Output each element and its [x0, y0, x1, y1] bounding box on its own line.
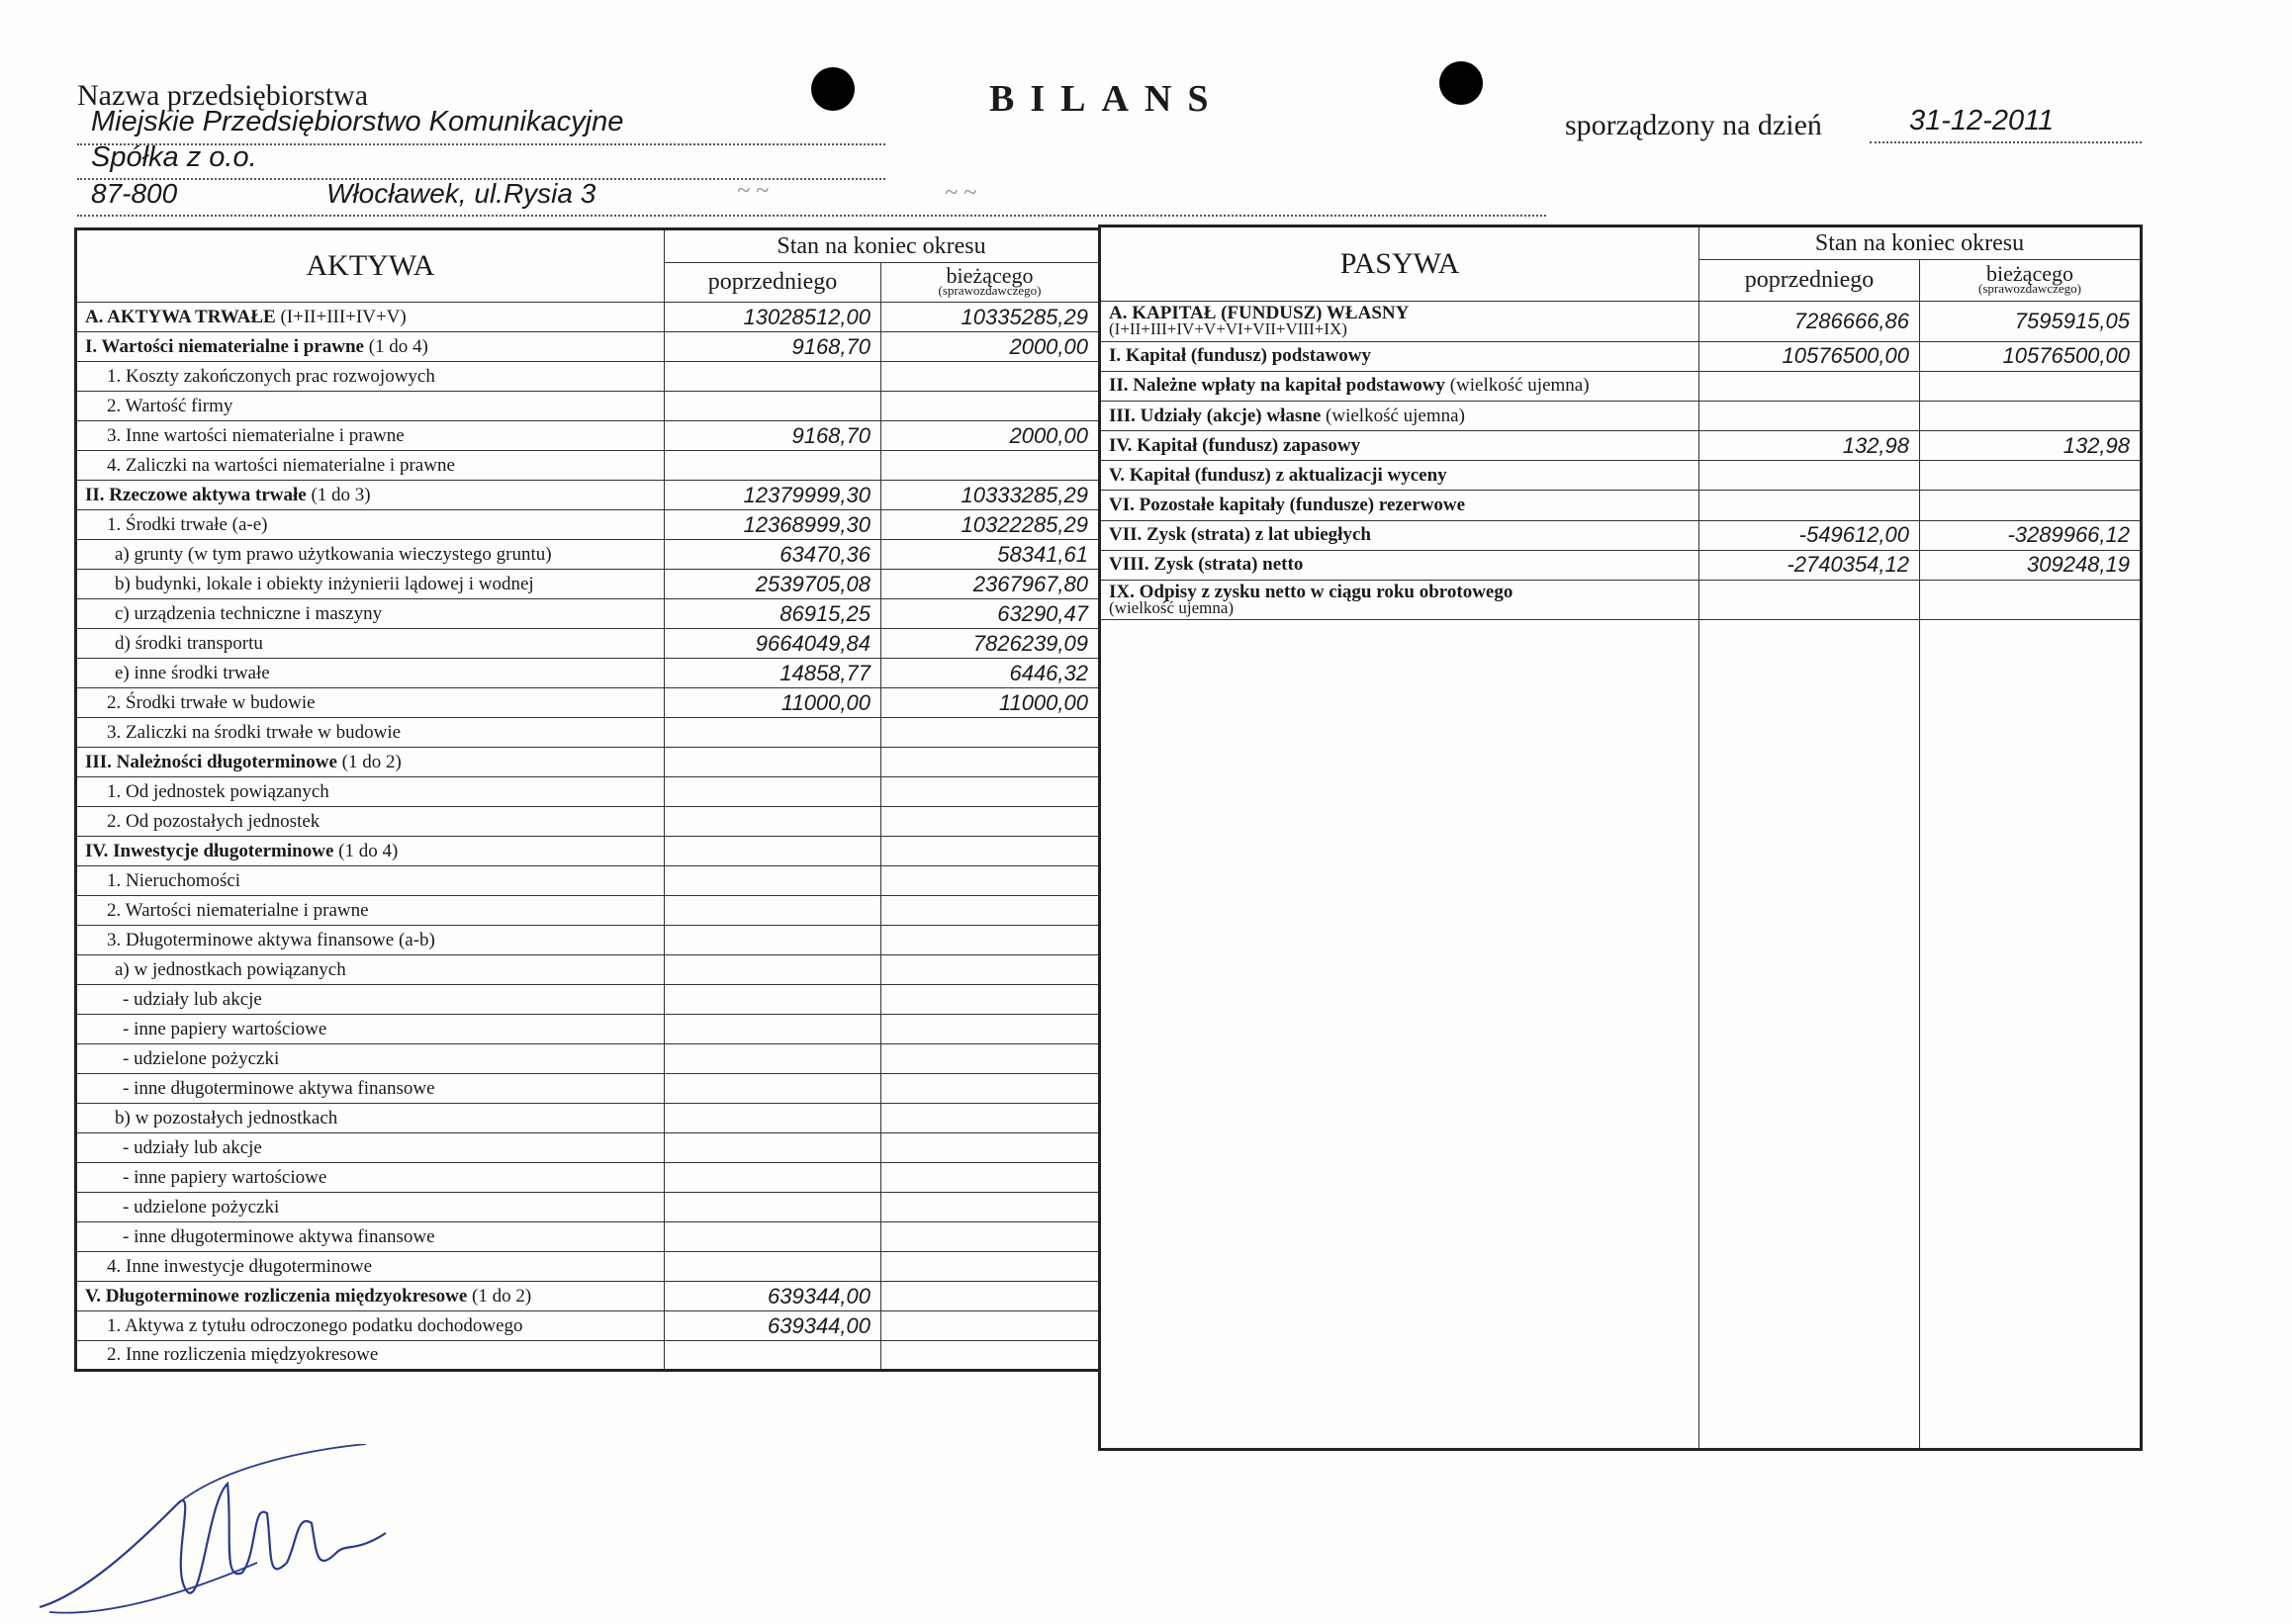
document-title: BILANS	[989, 78, 1225, 120]
aktywa-row-label: 3. Długoterminowe aktywa finansowe (a-b)	[76, 926, 665, 955]
aktywa-row	[76, 392, 1100, 421]
pasywa-row-label: III. Udziały (akcje) własne (wielkość ujemna)	[1100, 401, 1699, 430]
aktywa-col-prev: poprzedniego	[665, 263, 881, 303]
aktywa-table	[74, 227, 1101, 1372]
punch-hole-right	[1439, 61, 1483, 105]
pasywa-value-prev: 10576500,00	[1699, 341, 1920, 371]
aktywa-value-curr	[881, 896, 1100, 926]
pasywa-row	[1100, 431, 2142, 461]
aktywa-value-prev: 86915,25	[665, 599, 881, 629]
aktywa-value-prev: 9168,70	[665, 421, 881, 451]
aktywa-row-label: c) urządzenia techniczne i maszyny	[76, 599, 665, 629]
city-street: Włocławek, ul.Rysia 3	[326, 178, 596, 209]
pasywa-value-curr	[1920, 461, 2142, 491]
pasywa-value-prev	[1699, 371, 1920, 401]
pasywa-value-curr: 132,98	[1920, 431, 2142, 461]
pasywa-row	[1100, 491, 2142, 520]
aktywa-value-prev	[665, 866, 881, 896]
aktywa-value-curr	[881, 1193, 1100, 1222]
aktywa-row	[76, 540, 1100, 570]
aktywa-row-label: 1. Od jednostek powiązanych	[76, 777, 665, 807]
aktywa-value-prev	[665, 1133, 881, 1163]
aktywa-row-label: 2. Od pozostałych jednostek	[76, 807, 665, 837]
aktywa-row-label: e) inne środki trwałe	[76, 659, 665, 688]
aktywa-col-curr-label: bieżącego	[946, 263, 1034, 288]
aktywa-row	[76, 303, 1100, 332]
pasywa-row-label: I. Kapitał (fundusz) podstawowy	[1100, 341, 1699, 371]
aktywa-row	[76, 807, 1100, 837]
aktywa-value-prev	[665, 1222, 881, 1252]
signature	[30, 1444, 406, 1622]
aktywa-row-label: - udzielone pożyczki	[76, 1193, 665, 1222]
pasywa-row-label: V. Kapitał (fundusz) z aktualizacji wyceny	[1100, 461, 1699, 491]
date-label: sporządzony na dzień	[1565, 109, 1822, 141]
pasywa-value-prev: -549612,00	[1699, 520, 1920, 550]
pasywa-row	[1100, 550, 2142, 580]
aktywa-row	[76, 777, 1100, 807]
aktywa-value-curr	[881, 1222, 1100, 1252]
aktywa-row-label: 3. Zaliczki na środki trwałe w budowie	[76, 718, 665, 748]
aktywa-col-curr	[881, 263, 1100, 303]
aktywa-rows	[76, 303, 1100, 1371]
aktywa-value-prev	[665, 362, 881, 392]
aktywa-row	[76, 481, 1100, 510]
aktywa-row-label: 4. Zaliczki na wartości niematerialne i prawne	[76, 451, 665, 481]
aktywa-period-header: Stan na koniec okresu	[665, 229, 1100, 263]
aktywa-value-curr: 6446,32	[881, 659, 1100, 688]
aktywa-value-curr: 10322285,29	[881, 510, 1100, 540]
aktywa-row	[76, 1341, 1100, 1371]
aktywa-row-label: d) środki transportu	[76, 629, 665, 659]
aktywa-value-prev	[665, 1252, 881, 1282]
pasywa-empty-space	[1100, 620, 2142, 1450]
aktywa-row	[76, 1163, 1100, 1193]
pasywa-row	[1100, 461, 2142, 491]
aktywa-row-label: - inne długoterminowe aktywa finansowe	[76, 1074, 665, 1104]
aktywa-row-label: V. Długoterminowe rozliczenia międzyokresowe (1 do 2)	[76, 1282, 665, 1311]
aktywa-row-label: 1. Nieruchomości	[76, 866, 665, 896]
aktywa-row	[76, 599, 1100, 629]
aktywa-value-curr	[881, 392, 1100, 421]
pasywa-row-label: IX. Odpisy z zysku netto w ciągu roku obrotowego (wielkość ujemna)	[1100, 580, 1699, 619]
pasywa-empty-cell	[1699, 620, 1920, 1450]
aktywa-value-prev	[665, 1193, 881, 1222]
aktywa-row-label: 2. Wartości niematerialne i prawne	[76, 896, 665, 926]
aktywa-row-label: - udziały lub akcje	[76, 985, 665, 1015]
aktywa-col-curr-note: (sprawozdawczego)	[938, 283, 1042, 298]
aktywa-row	[76, 451, 1100, 481]
pasywa-value-curr	[1920, 401, 2142, 430]
aktywa-value-curr	[881, 1074, 1100, 1104]
aktywa-row-label: 3. Inne wartości niematerialne i prawne	[76, 421, 665, 451]
company-label: Nazwa przedsiębiorstwa	[77, 79, 369, 112]
aktywa-row	[76, 688, 1100, 718]
aktywa-value-prev	[665, 1104, 881, 1133]
punch-hole-left	[811, 67, 855, 111]
aktywa-value-prev: 9664049,84	[665, 629, 881, 659]
dotted-line	[77, 215, 1546, 217]
aktywa-row-label: 1. Aktywa z tytułu odroczonego podatku dochodowego	[76, 1311, 665, 1341]
aktywa-row	[76, 1193, 1100, 1222]
pasywa-value-curr	[1920, 371, 2142, 401]
pasywa-row	[1100, 580, 2142, 619]
aktywa-row	[76, 866, 1100, 896]
aktywa-row-label: 2. Wartość firmy	[76, 392, 665, 421]
aktywa-value-curr	[881, 985, 1100, 1015]
aktywa-row	[76, 510, 1100, 540]
aktywa-row	[76, 1282, 1100, 1311]
aktywa-row	[76, 332, 1100, 362]
aktywa-row	[76, 570, 1100, 599]
postal-code: 87-800	[91, 178, 178, 209]
aktywa-row-label: - udziały lub akcje	[76, 1133, 665, 1163]
aktywa-row	[76, 659, 1100, 688]
aktywa-row-label: - inne papiery wartościowe	[76, 1163, 665, 1193]
pasywa-value-prev: 7286666,86	[1699, 302, 1920, 341]
aktywa-value-curr	[881, 837, 1100, 866]
pencil-mark: ~ ~	[737, 178, 769, 204]
aktywa-row	[76, 837, 1100, 866]
pasywa-value-prev	[1699, 461, 1920, 491]
aktywa-value-prev: 639344,00	[665, 1282, 881, 1311]
aktywa-row-label: III. Należności długoterminowe (1 do 2)	[76, 748, 665, 777]
aktywa-value-prev	[665, 1341, 881, 1371]
aktywa-value-curr: 58341,61	[881, 540, 1100, 570]
pasywa-title: PASYWA	[1100, 226, 1699, 302]
aktywa-value-curr: 2000,00	[881, 332, 1100, 362]
aktywa-value-prev	[665, 451, 881, 481]
aktywa-value-curr	[881, 1015, 1100, 1044]
aktywa-row-label: - inne papiery wartościowe	[76, 1015, 665, 1044]
pasywa-col-curr-note: (sprawozdawczego)	[1978, 281, 2081, 297]
aktywa-value-prev: 14858,77	[665, 659, 881, 688]
aktywa-row	[76, 748, 1100, 777]
pasywa-value-prev	[1699, 491, 1920, 520]
aktywa-value-prev: 9168,70	[665, 332, 881, 362]
pasywa-row	[1100, 520, 2142, 550]
pasywa-row-label: II. Należne wpłaty na kapitał podstawowy (wielkość ujemna)	[1100, 371, 1699, 401]
aktywa-value-curr	[881, 718, 1100, 748]
aktywa-value-prev	[665, 718, 881, 748]
aktywa-row	[76, 629, 1100, 659]
pasywa-row	[1100, 371, 2142, 401]
aktywa-value-prev	[665, 777, 881, 807]
aktywa-row	[76, 955, 1100, 985]
aktywa-value-prev	[665, 1163, 881, 1193]
pasywa-value-curr: -3289966,12	[1920, 520, 2142, 550]
pasywa-value-curr	[1920, 580, 2142, 619]
aktywa-value-curr	[881, 1104, 1100, 1133]
aktywa-row	[76, 1015, 1100, 1044]
aktywa-value-prev: 11000,00	[665, 688, 881, 718]
aktywa-row	[76, 1104, 1100, 1133]
aktywa-value-prev	[665, 748, 881, 777]
pasywa-table	[1098, 225, 2143, 1451]
aktywa-value-prev	[665, 926, 881, 955]
aktywa-value-curr	[881, 1133, 1100, 1163]
aktywa-value-prev: 2539705,08	[665, 570, 881, 599]
aktywa-value-prev	[665, 392, 881, 421]
aktywa-row-label: a) grunty (w tym prawo użytkowania wieczystego gruntu)	[76, 540, 665, 570]
pasywa-value-prev: -2740354,12	[1699, 550, 1920, 580]
aktywa-value-curr	[881, 926, 1100, 955]
aktywa-row-label: a) w jednostkach powiązanych	[76, 955, 665, 985]
aktywa-value-curr	[881, 866, 1100, 896]
aktywa-value-prev: 13028512,00	[665, 303, 881, 332]
aktywa-row-label: - udzielone pożyczki	[76, 1044, 665, 1074]
aktywa-value-prev	[665, 1044, 881, 1074]
aktywa-row-label: IV. Inwestycje długoterminowe (1 do 4)	[76, 837, 665, 866]
aktywa-title: AKTYWA	[76, 229, 665, 303]
aktywa-value-curr: 7826239,09	[881, 629, 1100, 659]
aktywa-value-prev	[665, 837, 881, 866]
aktywa-row	[76, 1222, 1100, 1252]
aktywa-row-label: 2. Środki trwałe w budowie	[76, 688, 665, 718]
aktywa-row	[76, 718, 1100, 748]
report-date: 31-12-2011	[1909, 105, 2055, 136]
aktywa-value-prev	[665, 985, 881, 1015]
aktywa-row	[76, 421, 1100, 451]
aktywa-value-prev: 12379999,30	[665, 481, 881, 510]
aktywa-row	[76, 1044, 1100, 1074]
aktywa-row-label: II. Rzeczowe aktywa trwałe (1 do 3)	[76, 481, 665, 510]
aktywa-value-curr: 2000,00	[881, 421, 1100, 451]
pasywa-period-header: Stan na koniec okresu	[1699, 226, 2142, 260]
pasywa-row-label: VII. Zysk (strata) z lat ubiegłych	[1100, 520, 1699, 550]
aktywa-value-curr	[881, 1163, 1100, 1193]
aktywa-value-curr: 2367967,80	[881, 570, 1100, 599]
aktywa-row-label: 2. Inne rozliczenia międzyokresowe	[76, 1341, 665, 1371]
aktywa-row-label: I. Wartości niematerialne i prawne (1 do 4)	[76, 332, 665, 362]
pasywa-row-label: IV. Kapitał (fundusz) zapasowy	[1100, 431, 1699, 461]
aktywa-value-curr: 10333285,29	[881, 481, 1100, 510]
aktywa-value-prev	[665, 807, 881, 837]
aktywa-value-curr	[881, 1252, 1100, 1282]
dotted-line	[1870, 141, 2142, 143]
pasywa-value-curr: 10576500,00	[1920, 341, 2142, 371]
pasywa-value-prev	[1699, 401, 1920, 430]
pasywa-row-label: VIII. Zysk (strata) netto	[1100, 550, 1699, 580]
pasywa-value-curr: 309248,19	[1920, 550, 2142, 580]
aktywa-row	[76, 896, 1100, 926]
aktywa-value-curr	[881, 1282, 1100, 1311]
pasywa-value-prev: 132,98	[1699, 431, 1920, 461]
aktywa-row-label: - inne długoterminowe aktywa finansowe	[76, 1222, 665, 1252]
aktywa-row	[76, 985, 1100, 1015]
aktywa-row-label: 4. Inne inwestycje długoterminowe	[76, 1252, 665, 1282]
pasywa-value-curr: 7595915,05	[1920, 302, 2142, 341]
aktywa-row	[76, 362, 1100, 392]
pencil-mark: ~ ~	[945, 180, 976, 206]
aktywa-row-label: 1. Koszty zakończonych prac rozwojowych	[76, 362, 665, 392]
pasywa-row	[1100, 401, 2142, 430]
pasywa-row-label: VI. Pozostałe kapitały (fundusze) rezerwowe	[1100, 491, 1699, 520]
aktywa-row	[76, 1133, 1100, 1163]
aktywa-row-label: 1. Środki trwałe (a-e)	[76, 510, 665, 540]
aktywa-value-curr	[881, 1311, 1100, 1341]
pasywa-col-curr-label: bieżącego	[1986, 261, 2073, 287]
aktywa-value-curr	[881, 362, 1100, 392]
aktywa-row	[76, 1311, 1100, 1341]
aktywa-value-curr	[881, 807, 1100, 837]
pasywa-empty-cell	[1920, 620, 2142, 1450]
aktywa-value-curr	[881, 748, 1100, 777]
aktywa-value-prev: 639344,00	[665, 1311, 881, 1341]
aktywa-value-curr	[881, 451, 1100, 481]
aktywa-row	[76, 1252, 1100, 1282]
aktywa-value-prev: 12368999,30	[665, 510, 881, 540]
aktywa-value-curr: 10335285,29	[881, 303, 1100, 332]
pasywa-col-curr	[1920, 260, 2142, 302]
aktywa-row-label: b) budynki, lokale i obiekty inżynierii lądowej i wodnej	[76, 570, 665, 599]
aktywa-value-curr	[881, 955, 1100, 985]
aktywa-value-prev: 63470,36	[665, 540, 881, 570]
pasywa-rows	[1100, 302, 2142, 1450]
aktywa-row-label: b) w pozostałych jednostkach	[76, 1104, 665, 1133]
company-name-line-1: Miejskie Przedsiębiorstwo Komunikacyjne	[91, 106, 624, 137]
pasywa-col-prev: poprzedniego	[1699, 260, 1920, 302]
aktywa-row	[76, 926, 1100, 955]
aktywa-value-prev	[665, 1074, 881, 1104]
pasywa-row-label: A. KAPITAŁ (FUNDUSZ) WŁASNY (I+II+III+IV+V+VI+VII+VIII+IX)	[1100, 302, 1699, 341]
aktywa-value-curr	[881, 777, 1100, 807]
aktywa-value-curr	[881, 1044, 1100, 1074]
aktywa-value-curr: 11000,00	[881, 688, 1100, 718]
aktywa-value-curr: 63290,47	[881, 599, 1100, 629]
pasywa-row	[1100, 302, 2142, 341]
aktywa-value-prev	[665, 1015, 881, 1044]
pasywa-value-curr	[1920, 491, 2142, 520]
pasywa-empty-cell	[1100, 620, 1699, 1450]
aktywa-row	[76, 1074, 1100, 1104]
aktywa-value-prev	[665, 896, 881, 926]
aktywa-value-prev	[665, 955, 881, 985]
pasywa-row	[1100, 341, 2142, 371]
company-name-line-2: Spółka z o.o.	[91, 141, 257, 173]
aktywa-value-curr	[881, 1341, 1100, 1371]
pasywa-value-prev	[1699, 580, 1920, 619]
aktywa-row-label: A. AKTYWA TRWAŁE (I+II+III+IV+V)	[76, 303, 665, 332]
